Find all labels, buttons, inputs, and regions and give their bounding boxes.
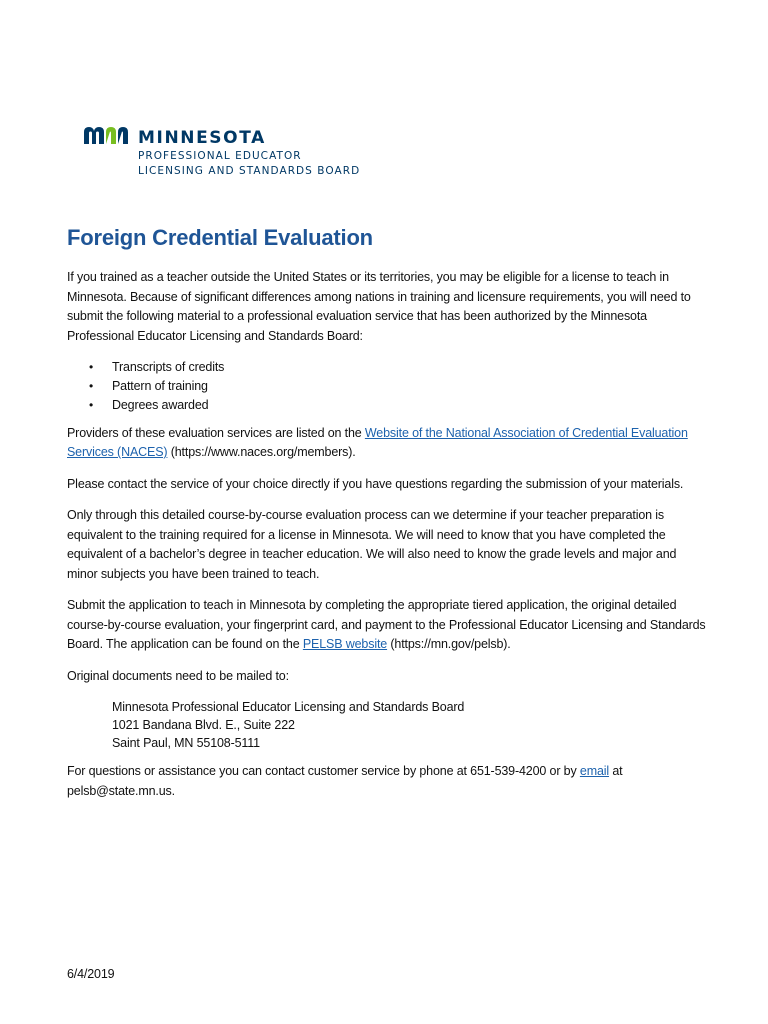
questions-paragraph — [67, 762, 707, 801]
providers-paragraph — [67, 424, 707, 463]
list-item — [67, 396, 707, 415]
document-date: 6/4/2019 — [67, 967, 115, 981]
list-item — [67, 377, 707, 396]
address-line3: Saint Paul, MN 55108-5111 — [112, 736, 260, 751]
contact-service-paragraph: Please contact the service of your choice directly if you have questions regarding the submission of your materials. — [67, 476, 684, 491]
mn-logo-icon — [82, 124, 132, 146]
submit-application-paragraph — [67, 596, 707, 655]
bullet-icon: • — [89, 360, 94, 374]
list-item — [67, 358, 707, 377]
logo-wordmark: MINNESOTA — [138, 128, 266, 148]
logo-subtitle-line2: LICENSING AND STANDARDS BOARD — [138, 165, 361, 177]
providers-text-before: Providers of these evaluation services are listed on the — [67, 425, 365, 440]
email-link[interactable]: email — [579, 764, 610, 779]
submit-text-after: (https://mn.gov/pelsb). — [387, 637, 511, 652]
list-item-text: Pattern of training — [112, 379, 208, 394]
list-item-text: Transcripts of credits — [112, 360, 225, 374]
logo-subtitle-line1: PROFESSIONAL EDUCATOR — [138, 150, 302, 162]
pelsb-logo — [82, 122, 372, 182]
bullet-icon: • — [89, 398, 94, 413]
list-item-text: Degrees awarded — [112, 398, 209, 413]
course-evaluation-paragraph: Only through this detailed course-by-course evaluation process can we determine if your teacher preparation is equivalent to the training required for a license in Minnesota. We will need to know that you have completed the equivalent of a bachelor’s degree in teacher education. We will also need to know the grade levels and major and minor subjects you have been trained to teach. — [67, 508, 677, 581]
required-materials-list — [67, 358, 707, 416]
providers-text-after: (https://www.naces.org/members). — [167, 445, 356, 460]
document-body — [67, 268, 707, 813]
bullet-icon: • — [89, 379, 94, 394]
mailing-address — [112, 698, 707, 752]
intro-paragraph: If you trained as a teacher outside the United States or its territories, you may be eligible for a license to teach in Minnesota. Because of significant differences among nations in training and licensure requirements, you will need to submit the following material to a professional evaluation service that has been authorized by the Minnesota Professional Educator Licensing and Standards Board: — [67, 270, 691, 343]
questions-text-after: at pelsb@state.mn.us. — [67, 764, 623, 798]
pelsb-website-link[interactable]: PELSB website — [302, 637, 388, 652]
naces-website-link[interactable]: Website of the National Association of Credential Evaluation Services (NACES) — [67, 425, 688, 460]
address-line1: Minnesota Professional Educator Licensing and Standards Board — [112, 700, 465, 715]
mail-intro-paragraph: Original documents need to be mailed to: — [67, 668, 289, 683]
page-title: Foreign Credential Evaluation — [67, 225, 373, 250]
submit-text-before: Submit the application to teach in Minnesota by completing the appropriate tiered application, the original detailed course-by-course evaluation, your fingerprint card, and payment to the Professional Educator Licensing and Standards Board. The application can be found on the — [67, 598, 706, 652]
questions-text-before: For questions or assistance you can contact customer service by phone at 651-539-4200 or by — [67, 764, 580, 779]
address-line2: 1021 Bandana Blvd. E., Suite 222 — [112, 718, 295, 733]
